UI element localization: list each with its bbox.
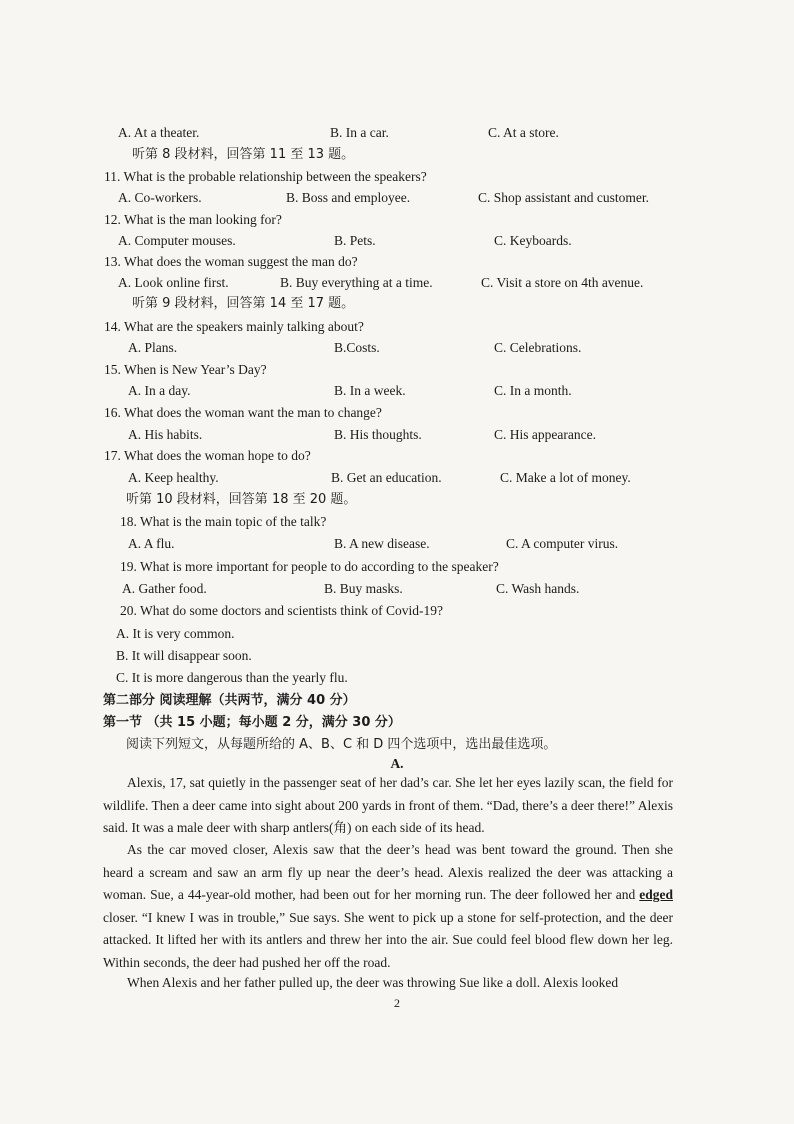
section-1-title: 第一节 （共 15 小题；每小题 2 分，满分 30 分） [103,715,401,730]
option-c: C. At a store. [488,125,559,140]
q20-option-c: C. It is more dangerous than the yearly flu. [116,670,348,685]
option-c: C. In a month. [494,383,572,398]
option-c: C. Make a lot of money. [500,470,631,485]
option-b: B. Buy everything at a time. [280,275,433,290]
passage-label: A. [390,756,404,771]
option-a: A. Look online first. [118,275,229,290]
options-row-12 [0,231,794,253]
option-c: C. His appearance. [494,427,596,442]
option-c: C. A computer virus. [506,536,619,551]
reading-instructions: 阅读下列短文，从每题所给的 A、B、C 和 D 四个选项中，选出最佳选项。 [126,737,557,752]
option-b: B. In a week. [334,383,406,398]
option-b: B. Buy masks. [324,581,403,596]
option-b: B. A new disease. [334,536,430,551]
question-17: 17. What does the woman hope to do? [104,448,311,463]
option-b: B. Boss and employee. [286,190,411,205]
option-a: A. Computer mouses. [118,233,236,248]
option-a: A. At a theater. [118,125,200,140]
options-row-15 [0,381,794,403]
option-a: A. A flu. [128,536,175,551]
options-row-18 [0,534,794,556]
option-c: C. Shop assistant and customer. [478,190,649,205]
question-15: 15. When is New Year’s Day? [104,362,267,377]
paragraph-3: When Alexis and her father pulled up, the deer was throwing Sue like a doll. Alexis looked [127,975,619,990]
option-b: B.Costs. [334,340,380,355]
option-a: A. His habits. [128,427,203,442]
part-2-title: 第二部分 阅读理解（共两节，满分 40 分） [103,693,356,708]
option-a: A. Plans. [128,340,178,355]
option-b: B. Pets. [334,233,376,248]
question-11: 11. What is the probable relationship between the speakers? [104,169,427,184]
section-8-instruction: 听第 8 段材料，回答第 11 至 13 题。 [132,147,355,162]
q20-option-a: A. It is very common. [116,626,235,641]
option-a: A. Co-workers. [118,190,202,205]
options-row-13 [0,273,794,295]
options-row-11 [0,188,794,210]
options-row-17 [0,468,794,490]
option-c: C. Keyboards. [494,233,572,248]
q20-option-b: B. It will disappear soon. [116,648,252,663]
option-a: A. In a day. [128,383,191,398]
question-13: 13. What does the woman suggest the man do? [104,254,358,269]
question-16: 16. What does the woman want the man to change? [104,405,382,420]
options-row-14 [0,338,794,360]
question-20: 20. What do some doctors and scientists think of Covid-19? [120,603,443,618]
option-c: C. Wash hands. [496,581,580,596]
option-c: C. Visit a store on 4th avenue. [481,275,644,290]
options-row-10 [0,123,794,145]
option-c: C. Celebrations. [494,340,582,355]
options-row-19 [0,579,794,601]
page-number: 2 [394,996,400,1010]
option-b: B. Get an education. [331,470,442,485]
option-a: A. Keep healthy. [128,470,219,485]
section-10-instruction: 听第 10 段材料，回答第 18 至 20 题。 [126,492,357,507]
question-18: 18. What is the main topic of the talk? [120,514,327,529]
options-row-16 [0,425,794,447]
paragraph-2: As the car moved closer, Alexis saw that the deer’s head was bent toward the ground. Then she heard a scream and saw an arm fly up near the deer’s head. Alexis realized the deer was attacking a woman. Sue, a 44-year-old mother, had been out for her morning run. The deer followed her and edged closer. “I knew I was in trouble,” Sue says. She went to pick up a stone for self-protection, and the deer attacked. It lifted her with its antlers and threw her into the air. Sue could feel blood flew down her leg. Within seconds, the deer had pushed her off the road. [103,842,673,970]
option-a: A. Gather food. [122,581,207,596]
option-b: B. In a car. [330,125,389,140]
underlined-word-edged: edged [639,887,673,903]
section-9-instruction: 听第 9 段材料，回答第 14 至 17 题。 [132,296,355,311]
question-14: 14. What are the speakers mainly talking about? [104,319,364,334]
paragraph-1: Alexis, 17, sat quietly in the passenger seat of her dad’s car. She let her eyes lazily scan, the field for wildlife. Then a deer came into sight about 200 yards in front of them. “Dad, there’s a deer there!” Alexis said. It was a male deer with sharp antlers(角) on each side of its head. [103,775,673,836]
question-19: 19. What is more important for people to do according to the speaker? [120,559,499,574]
question-12: 12. What is the man looking for? [104,212,282,227]
option-b: B. His thoughts. [334,427,422,442]
